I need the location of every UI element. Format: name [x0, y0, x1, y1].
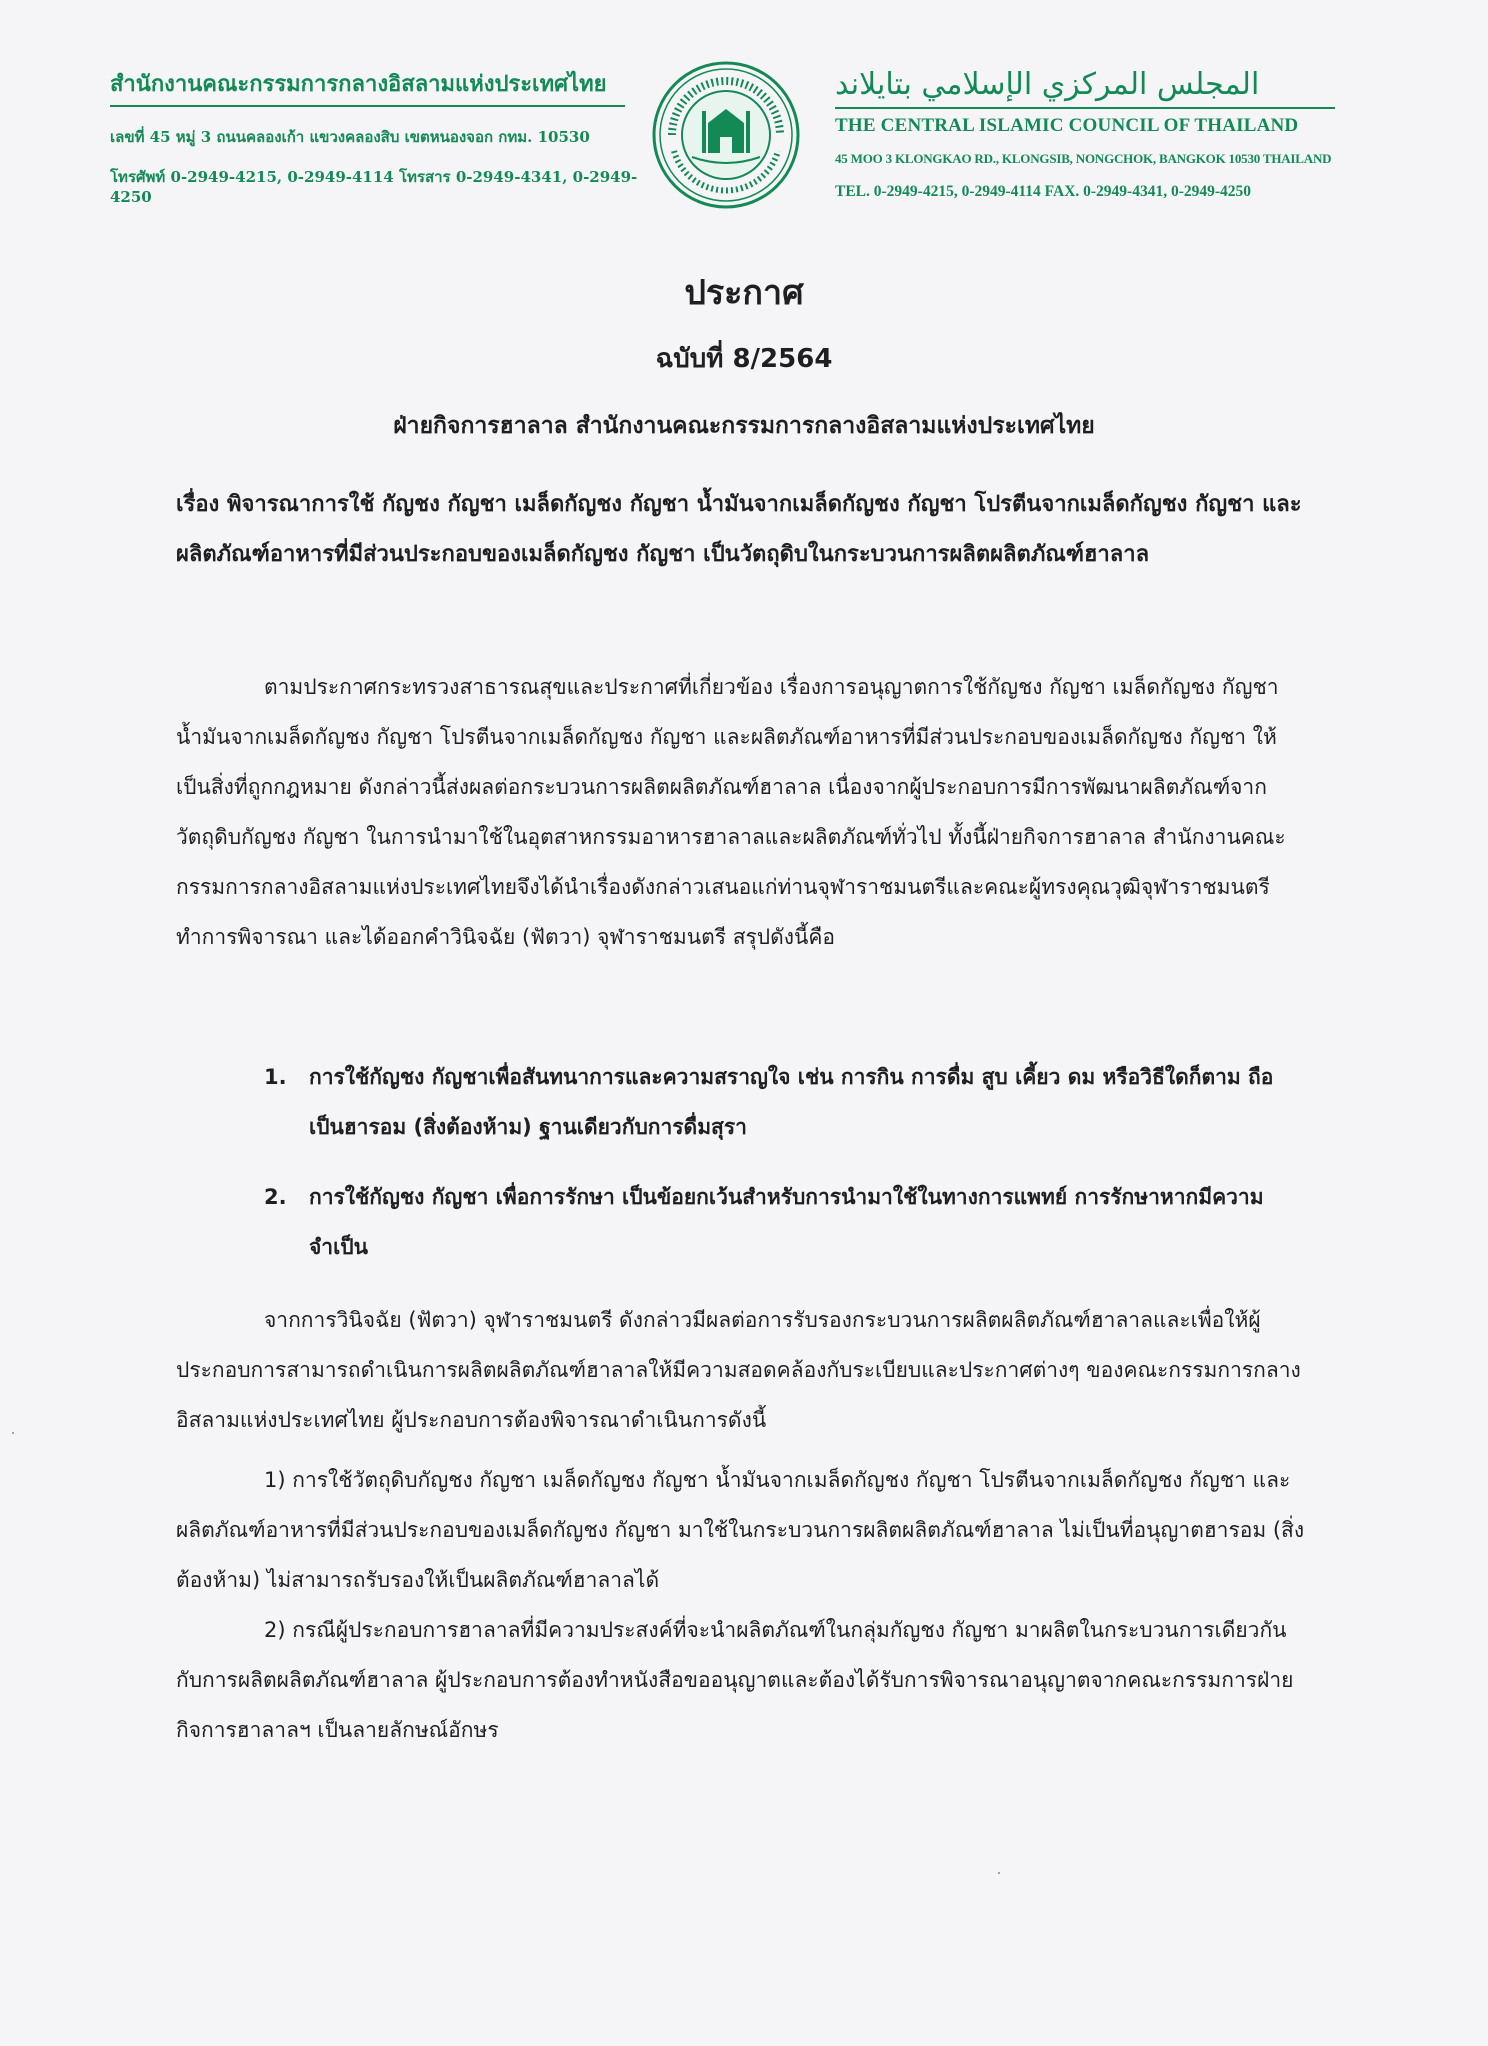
ruling-text: การใช้กัญชง กัญชาเพื่อสันทนาการและความสราญใจ เช่น การกิน การดื่ม สูบ เคี้ยว ดม หรือวิธีใดก็ตาม ถือเป็นฮารอม (สิ่งต้องห้าม) ฐานเดียวกับการดื่มสุรา [309, 1065, 1274, 1139]
announcement-title: ประกาศ [684, 273, 804, 313]
tel-thai: โทรศัพท์ 0-2949-4215, 0-2949-4114 โทรสาร 0-2949-4341, 0-2949-4250 [110, 168, 638, 206]
announcement-subject: เรื่อง พิจารณาการใช้ กัญชง กัญชา เมล็ดกัญชง กัญชา น้ำมันจากเมล็ดกัญชง กัญชา โปรตีนจากเมล็ดกัญชง กัญชา และผลิตภัณฑ์อาหารที่มีส่วนประกอบของเมล็ดกัญชง กัญชา เป็นวัตถุดิบในกระบวนการผลิตผลิตภัณฑ์ฮาลาล [176, 492, 1302, 567]
org-name-arabic: المجلس المركزي الإسلامي بتايلاند [835, 65, 1335, 109]
org-name-thai: สำนักงานคณะกรรมการกลางอิสลามแห่งประเทศไทย [110, 71, 607, 97]
scan-speck [12, 1432, 14, 1434]
scan-speck [998, 1872, 1000, 1874]
letterhead-rule [110, 105, 625, 107]
ruling-item-1 [264, 1052, 1304, 1152]
announcement-number: ฉบับที่ 8/2564 [655, 344, 833, 374]
tel-english: TEL. 0-2949-4215, 0-2949-4114 FAX. 0-2949-4341, 0-2949-4250 [835, 183, 1252, 200]
body-paragraph-2: จากการวินิจฉัย (ฟัตวา) จุฬาราชมนตรี ดังกล่าวมีผลต่อการรับรองกระบวนการผลิตผลิตภัณฑ์ฮาลาลและเพื่อให้ผู้ประกอบการสามารถดำเนินการผลิตผลิตภัณฑ์ฮาลาลให้มีความสอดคล้องกับระเบียบและประกาศต่างๆ ของคณะกรรมการกลางอิสลามแห่งประเทศไทย ผู้ประกอบการต้องพิจารณาดำเนินการดังนี้ [176, 1308, 1301, 1432]
letterhead-english-block [835, 65, 1355, 201]
requirement-item-2: 2) กรณีผู้ประกอบการฮาลาลที่มีความประสงค์ที่จะนำผลิตภัณฑ์ในกลุ่มกัญชง กัญชา มาผลิตในกระบวนการเดียวกันกับการผลิตผลิตภัณฑ์ฮาลาล ผู้ประกอบการต้องทำหนังสือขออนุญาตและต้องได้รับการพิจารณาอนุญาตจากคณะกรรมการฝ่ายกิจการฮาลาลฯ เป็นลายลักษณ์อักษร [176, 1618, 1294, 1742]
requirement-item-1: 1) การใช้วัตถุดิบกัญชง กัญชา เมล็ดกัญชง กัญชา น้ำมันจากเมล็ดกัญชง กัญชา โปรตีนจากเมล็ดกัญชง กัญชา และผลิตภัณฑ์อาหารที่มีส่วนประกอบของเมล็ดกัญชง กัญชา มาใช้ในกระบวนการผลิตผลิตภัณฑ์ฮาลาล ไม่เป็นที่อนุญาตฮารอม (สิ่งต้องห้าม) ไม่สามารถรับรองให้เป็นผลิตภัณฑ์ฮาลาลได้ [176, 1468, 1305, 1592]
ruling-text: การใช้กัญชง กัญชา เพื่อการรักษา เป็นข้อยกเว้นสำหรับการนำมาใช้ในทางการแพทย์ การรักษาหากมีความจำเป็น [309, 1185, 1264, 1259]
islamic-council-seal-icon [652, 61, 800, 209]
body-paragraph-1: ตามประกาศกระทรวงสาธารณสุขและประกาศที่เกี่ยวข้อง เรื่องการอนุญาตการใช้กัญชง กัญชา เมล็ดกัญชง กัญชา น้ำมันจากเมล็ดกัญชง กัญชา โปรตีนจากเมล็ดกัญชง กัญชา และผลิตภัณฑ์อาหารที่มีส่วนประกอบของเมล็ดกัญชง กัญชา ให้เป็นสิ่งที่ถูกกฎหมาย ดังกล่าวนี้ส่งผลต่อกระบวนการผลิตผลิตภัณฑ์ฮาลาล เนื่องจากผู้ประกอบการมีการพัฒนาผลิตภัณฑ์จากวัตถุดิบกัญชง กัญชา ในการนำมาใช้ในอุตสาหกรรมอาหารฮาลาลและผลิตภัณฑ์ทั่วไป ทั้งนี้ฝ่ายกิจการฮาลาล สำนักงานคณะกรรมการกลางอิสลามแห่งประเทศไทยจึงได้นำเรื่องดังกล่าวเสนอแก่ท่านจุฬาราชมนตรีและคณะผู้ทรงคุณวุฒิจุฬาราชมนตรีทำการพิจารณา และได้ออกคำวินิจฉัย (ฟัตวา) จุฬาราชมนตรี สรุปดังนี้คือ [176, 675, 1286, 949]
announcement-department: ฝ่ายกิจการฮาลาล สำนักงานคณะกรรมการกลางอิสลามแห่งประเทศไทย [393, 413, 1095, 439]
org-name-english: THE CENTRAL ISLAMIC COUNCIL OF THAILAND [835, 115, 1299, 136]
letterhead-thai-block [110, 67, 670, 207]
address-thai: เลขที่ 45 หมู่ 3 ถนนคลองเก้า แขวงคลองสิบ เขตหนองจอก กทม. 10530 [110, 128, 590, 146]
letterhead [100, 55, 1360, 215]
address-english: 45 MOO 3 KLONGKAO RD., KLONGSIB, NONGCHOK, BANGKOK 10530 THAILAND [835, 151, 1332, 166]
ruling-number: 2. [264, 1185, 287, 1209]
ruling-item-2 [264, 1172, 1304, 1272]
ruling-number: 1. [264, 1065, 287, 1089]
